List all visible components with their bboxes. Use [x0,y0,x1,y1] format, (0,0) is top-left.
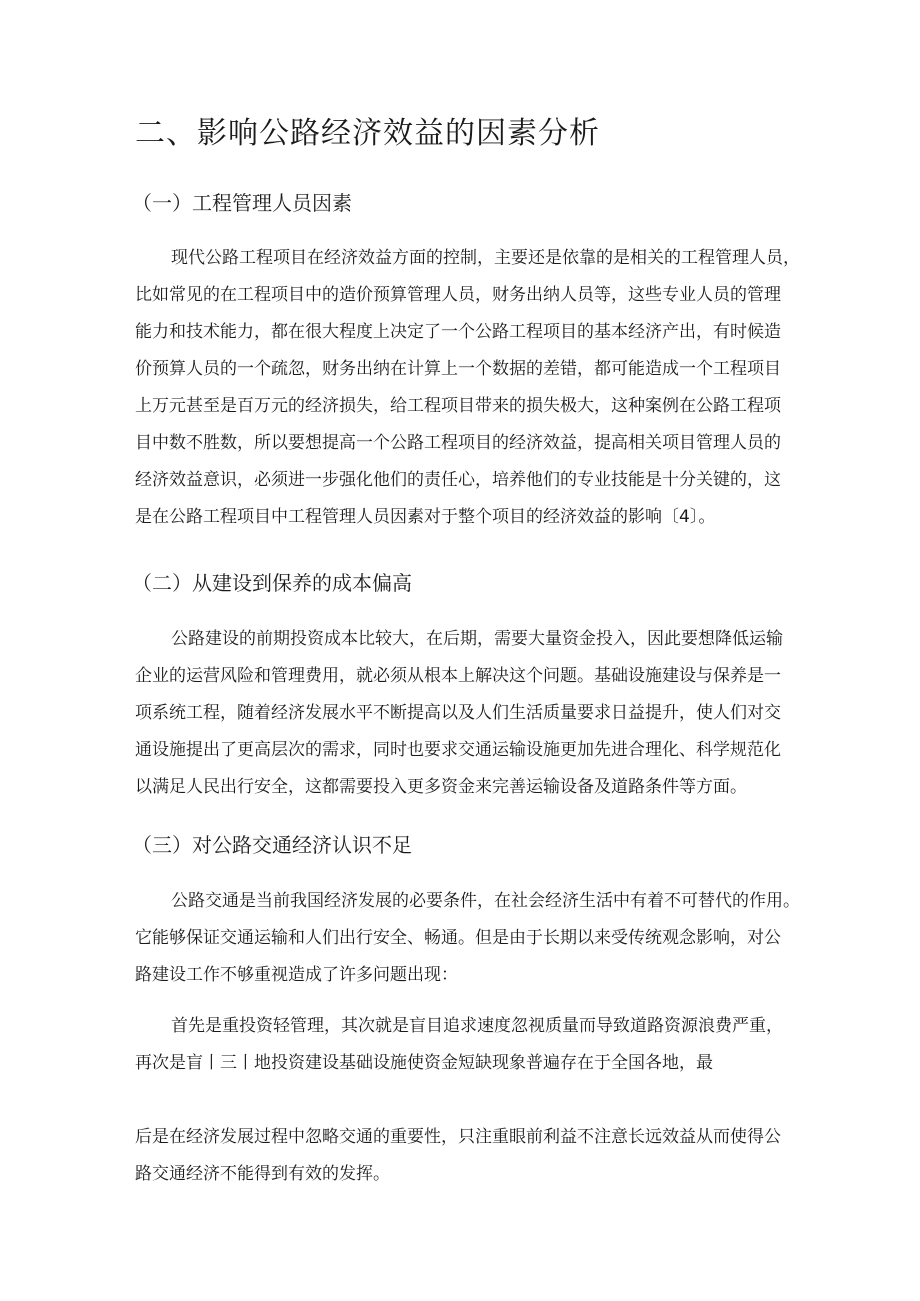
paragraph-line: 比如常见的在工程项目中的造价预算管理人员，财务出纳人员等，这些专业人员的管理 [135,285,781,305]
section-title: 二、影响公路经济效益的因素分析 [135,116,600,151]
paragraph-line: 以满足人民出行安全，这都需要投入更多资金来完善运输设备及道路条件等方面。 [135,777,747,797]
paragraph-line: 现代公路工程项目在经济效益方面的控制，主要还是依靠的是相关的工程管理人员， [171,248,800,268]
paragraph-1 [135,240,800,536]
paragraph-line: 路交通经济不能得到有效的发挥。 [135,1164,390,1184]
paragraph-2 [135,621,795,806]
subsection-heading-1: （一）工程管理人员因素 [132,191,352,215]
paragraph-line: 企业的运营风险和管理费用，就必须从根本上解决这个问题。基础设施建设与保养是一 [135,666,781,686]
paragraph-line: 公路交通是当前我国经济发展的必要条件，在社会经济生活中有着不可替代的作用。 [171,891,800,911]
paragraph-line: 公路建设的前期投资成本比较大，在后期，需要大量资金投入，因此要想降低运输 [171,629,783,649]
subsection-heading-3: （三）对公路交通经济认识不足 [132,833,412,857]
subsection-heading-2: （二）从建设到保养的成本偏高 [132,571,412,595]
paragraph-line: 路建设工作不够重视造成了许多问题出现： [135,965,458,985]
paragraph-line: 首先是重投资轻管理，其次就是盲目追求速度忽视质量而导致道路资源浪费严重， [171,1016,783,1036]
paragraph-line: 通设施提出了更高层次的需求，同时也要求交通运输设施更加先进合理化、科学规范化 [135,740,781,760]
paragraph-line: 后是在经济发展过程中忽略交通的重要性，只注重眼前利益不注意长远效益从而使得公 [135,1127,781,1147]
paragraph-3 [135,883,800,994]
paragraph-4 [135,1008,795,1082]
paragraph-line: 经济效益意识，必须进一步强化他们的责任心，培养他们的专业技能是十分关键的，这 [135,470,781,490]
paragraph-line: 能力和技术能力，都在很大程度上决定了一个公路工程项目的基本经济产出，有时候造 [135,322,781,342]
paragraph-line: 上万元甚至是百万元的经济损失，给工程项目带来的损失极大，这种案例在公路工程项 [135,396,781,416]
paragraph-5 [135,1119,795,1193]
paragraph-line: 价预算人员的一个疏忽，财务出纳在计算上一个数据的差错，都可能造成一个工程项目 [135,359,781,379]
paragraph-line: 再次是盲丨三丨地投资建设基础设施使资金短缺现象普遍存在于全国各地，最 [135,1053,713,1073]
paragraph-line: 项系统工程，随着经济发展水平不断提高以及人们生活质量要求日益提升，使人们对交 [135,703,781,723]
paragraph-line: 它能够保证交通运输和人们出行安全、畅通。但是由于长期以来受传统观念影响，对公 [135,928,781,948]
paragraph-line: 目中数不胜数，所以要想提高一个公路工程项目的经济效益，提高相关项目管理人员的 [135,433,781,453]
paragraph-line: 是在公路工程项目中工程管理人员因素对于整个项目的经济效益的影响〔4〕。 [135,507,716,527]
